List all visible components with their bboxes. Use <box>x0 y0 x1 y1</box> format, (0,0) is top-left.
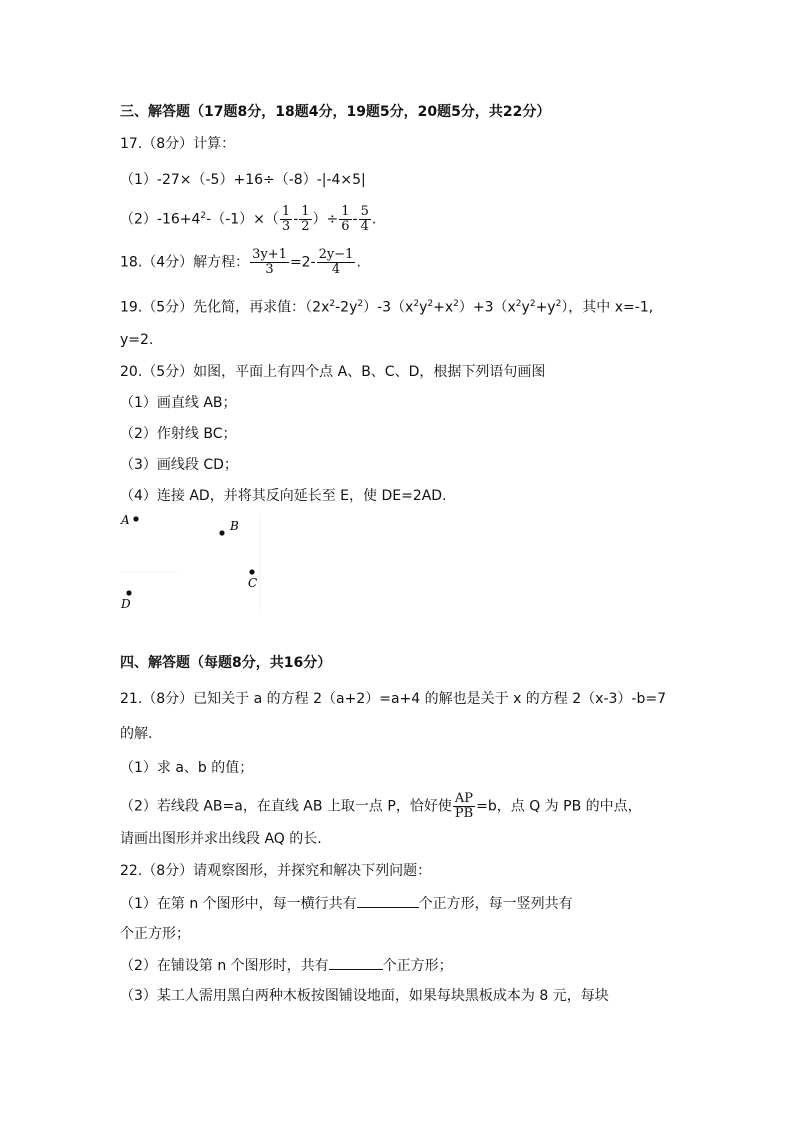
q17-part2-prefix: （2）-16+4 <box>120 211 201 228</box>
q22-part1-line2: 个正方形； <box>120 926 190 942</box>
minus-sign: - <box>352 211 358 228</box>
fraction: $\frac{1}{2}$ <box>301 204 310 234</box>
period: . <box>371 211 377 228</box>
q17-part2-mid: -（-1）×（ <box>206 211 279 228</box>
q20-part1: （1）画直线 AB； <box>120 395 237 411</box>
q22-part3: （3）某工人需用黑白两种木板按图铺设地面，如果每块黑板成本为 8 元，每块 <box>120 988 609 1004</box>
q20-stem: 20.（5分）如图，平面上有四个点 A、B、C、D，根据下列语句画图 <box>120 364 546 380</box>
q22-part2: （2）在铺设第 n 个图形时，共有 个正方形； <box>120 955 453 976</box>
q21-line2: 的解. <box>120 726 153 742</box>
answer-blank <box>329 955 383 970</box>
q18-prefix: 18.（4分）解方程： <box>120 254 250 271</box>
minus-sign: - <box>293 211 299 228</box>
q20-part3: （3）画线段 CD； <box>120 457 238 473</box>
q20-points-figure <box>118 510 278 615</box>
label-a: A <box>121 513 130 527</box>
point-d <box>126 590 131 595</box>
q20-part2: （2）作射线 BC； <box>120 426 237 442</box>
q22-part1: （1）在第 n 个图形中，每一横行共有 个正方形，每一竖列共有 <box>120 893 573 914</box>
q17-part2-exponent: 2 <box>200 210 207 221</box>
divide-sign: ）÷ <box>312 211 339 228</box>
answer-blank <box>357 893 419 908</box>
q19-line1: 19.（5分）先化简，再求值：$(2x^2-2y^2)-3(x^2y^2+x^2)+3(x^2y^2+y^2)$，其中 x=-1, <box>120 299 654 316</box>
q18-mid: =2- <box>289 254 316 271</box>
fraction: $\frac{AP}{PB}$ <box>454 791 474 821</box>
q21-line1: 21.（8分）已知关于 a 的方程 2（a+2）=a+4 的解也是关于 x 的方程 2（x-3）-b=7 <box>120 691 666 707</box>
point-c <box>249 569 254 574</box>
q21-part2: （2）若线段 AB=a，在直线 AB 上取一点 P，恰好使 $\frac{AP}{PB}$ =b，点 Q 为 PB 的中点， <box>120 791 642 821</box>
q19-line2: y=2. <box>120 332 154 348</box>
fraction: $\frac{5}{4}$ <box>360 204 369 234</box>
q17-stem: 17.（8分）计算： <box>120 136 236 152</box>
fraction: $\frac{3y+1}{3}$ <box>252 247 287 277</box>
q18 <box>120 248 361 277</box>
q20-part4: （4）连接 AD，并将其反向延长至 E，使 DE=2AD. <box>120 488 447 504</box>
q21-part2-line2: 请画出图形并求出线段 AQ 的长. <box>120 831 322 847</box>
q17-part1: （1）-27×（-5）+16÷（-8）-|-4×5| <box>120 172 366 188</box>
fraction: $\frac{1}{6}$ <box>341 204 350 234</box>
label-c: C <box>248 576 258 590</box>
q21-part1: （1）求 a、b 的值； <box>120 760 254 776</box>
fraction: $\frac{1}{3}$ <box>281 204 291 234</box>
point-b <box>219 530 224 535</box>
q17-part2 <box>120 205 376 234</box>
label-d: D <box>121 597 131 611</box>
period: . <box>356 254 361 271</box>
fraction: $\frac{2y-1}{4}$ <box>318 247 354 277</box>
section-3-heading: 三、解答题（17题8分，18题4分，19题5分，20题5分，共22分） <box>120 104 551 120</box>
label-b: B <box>230 519 239 533</box>
section-4-heading: 四、解答题（每题8分，共16分） <box>120 655 332 671</box>
point-a <box>133 516 138 521</box>
q22-stem: 22.（8分）请观察图形，并探究和解决下列问题： <box>120 863 432 879</box>
